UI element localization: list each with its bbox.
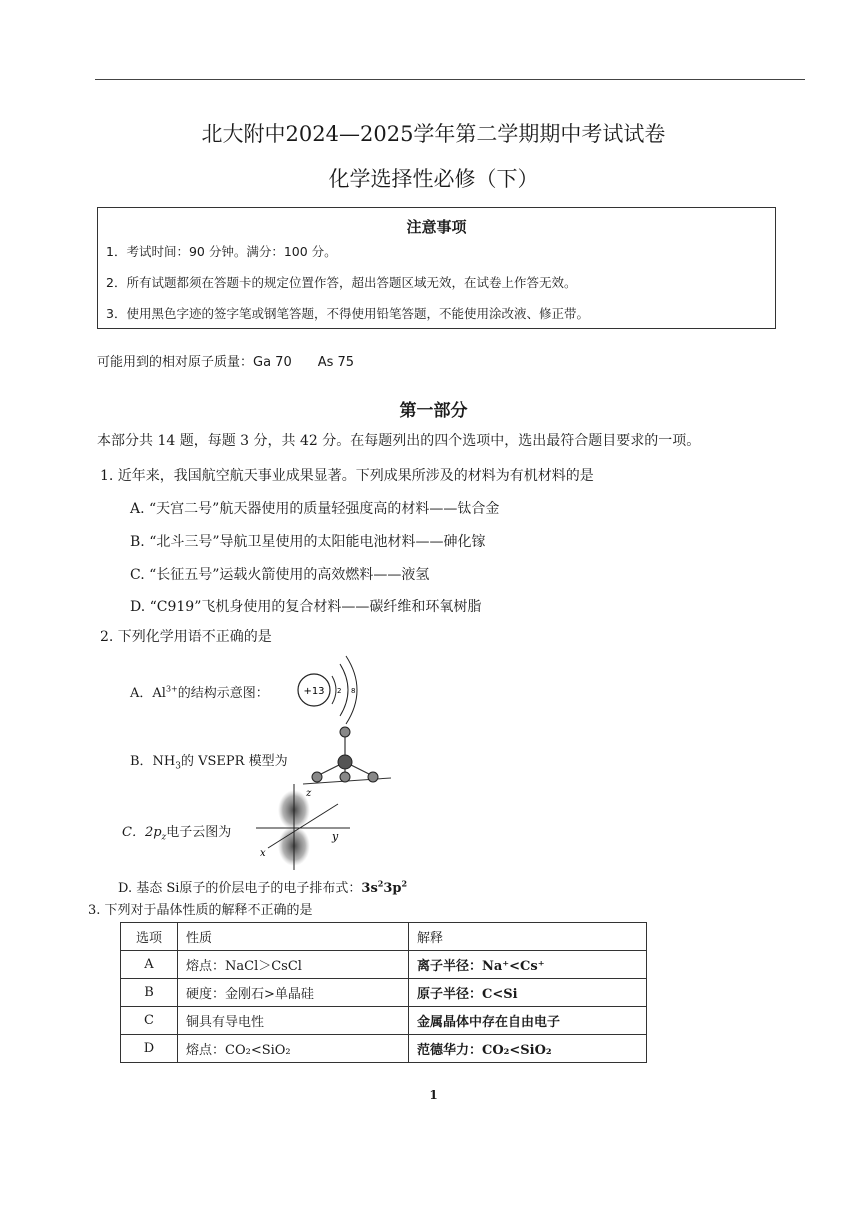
table-row	[121, 1007, 647, 1035]
row-option: C	[121, 1007, 178, 1035]
q2-option-c	[122, 821, 231, 843]
top-rule	[95, 79, 805, 80]
q2-option-a-prefix: A．	[130, 686, 153, 701]
q2-option-a-text: 的结构示意图：	[177, 686, 269, 701]
shell2-label: 8	[351, 687, 356, 695]
q1-option-a: A. “天宫二号”航天器使用的质量轻强度高的材料——钛合金	[130, 501, 500, 517]
q2-option-c-sub: z	[161, 832, 167, 843]
header-option: 选项	[121, 923, 178, 951]
q2-option-b-text: 的 VSEPR 模型为	[181, 754, 288, 769]
axis-x-label: x	[260, 848, 266, 859]
row-property: 硬度：金刚石>单晶硅	[178, 979, 409, 1007]
row-option: D	[121, 1035, 178, 1063]
q1-stem: 1. 近年来，我国航空航天事业成果显著。下列成果所涉及的材料为有机材料的是	[100, 468, 594, 484]
q2-option-c-prefix: C．2p	[122, 825, 162, 840]
q1-option-c: C. “长征五号”运载火箭使用的高效燃料——液氢	[130, 567, 430, 583]
2pz-electron-cloud	[250, 782, 360, 872]
notice-item-2: 2．所有试题都须在答题卡的规定位置作答，超出答题区域无效，在试卷上作答无效。	[106, 275, 577, 290]
table-row	[121, 951, 647, 979]
part-instructions: 本部分共 14 题，每题 3 分，共 42 分。在每题列出的四个选项中，选出最符合题目要求的一项。	[97, 433, 701, 449]
notice-item-3: 3．使用黑色字迹的签字笔或钢笔答题，不得使用铅笔答题，不能使用涂改液、修正带。	[106, 306, 589, 321]
atomic-mass-line: 可能用到的相对原子质量：Ga 70 As 75	[97, 355, 355, 370]
q2-option-b	[130, 750, 288, 772]
q3-stem: 3. 下列对于晶体性质的解释不正确的是	[88, 903, 313, 918]
q2-option-b-prefix: B．NH	[130, 754, 176, 769]
row-explanation: 范德华力：CO₂<SiO₂	[409, 1035, 647, 1063]
q2-option-a	[130, 682, 269, 701]
row-option: B	[121, 979, 178, 1007]
q2-option-a-ion: Al	[152, 686, 166, 701]
table-row	[121, 979, 647, 1007]
q2-option-d	[118, 877, 407, 896]
al-ion-structure-diagram	[290, 650, 370, 730]
notice-title: 注意事项	[406, 218, 467, 236]
q2-option-c-text: 电子云图为	[166, 825, 232, 840]
row-explanation: 金属晶体中存在自由电子	[409, 1007, 647, 1035]
q2-option-b-sub: 3	[175, 761, 181, 772]
q2-option-a-charge: 3+	[165, 684, 178, 694]
axis-y-label: y	[332, 830, 339, 843]
row-explanation: 离子半径：Na⁺<Cs⁺	[409, 951, 647, 979]
row-option: A	[121, 951, 178, 979]
nucleus-label: +13	[303, 686, 325, 697]
q1-option-d: D. “C919”飞机身使用的复合材料——碳纤维和环氧树脂	[130, 599, 482, 615]
exam-subtitle: 化学选择性必修（下）	[328, 167, 539, 191]
q2-option-d-config-a: 3s	[361, 881, 378, 896]
table-header-row	[121, 923, 647, 951]
q2-option-d-text: D. 基态 Si原子的价层电子的电子排布式：	[118, 881, 362, 896]
axis-z-label: z	[306, 788, 312, 799]
exam-title: 北大附中2024—2025学年第二学期期中考试试卷	[201, 122, 666, 146]
row-explanation: 原子半径：C<Si	[409, 979, 647, 1007]
notice-item-1: 1．考试时间：90 分钟。满分：100 分。	[106, 244, 337, 259]
table-row	[121, 1035, 647, 1063]
q3-table	[120, 922, 647, 1063]
part-title: 第一部分	[399, 401, 468, 421]
q2-option-d-config-b: 3p	[383, 881, 402, 896]
header-property: 性质	[178, 923, 409, 951]
notice-box	[97, 207, 776, 329]
header-explanation: 解释	[409, 923, 647, 951]
q2-stem: 2. 下列化学用语不正确的是	[100, 629, 272, 645]
q2-option-d-sup-a: 2	[377, 878, 384, 889]
nh3-vsepr-model	[295, 720, 395, 790]
row-property: 铜具有导电性	[178, 1007, 409, 1035]
shell1-label: 2	[337, 687, 342, 695]
page-number: 1	[429, 1088, 438, 1102]
row-property: 熔点：NaCl＞CsCl	[178, 951, 409, 979]
q1-option-b: B. “北斗三号”导航卫星使用的太阳能电池材料——砷化镓	[130, 534, 486, 550]
q2-option-d-sup-b: 2	[401, 878, 408, 889]
row-property: 熔点：CO₂<SiO₂	[178, 1035, 409, 1063]
